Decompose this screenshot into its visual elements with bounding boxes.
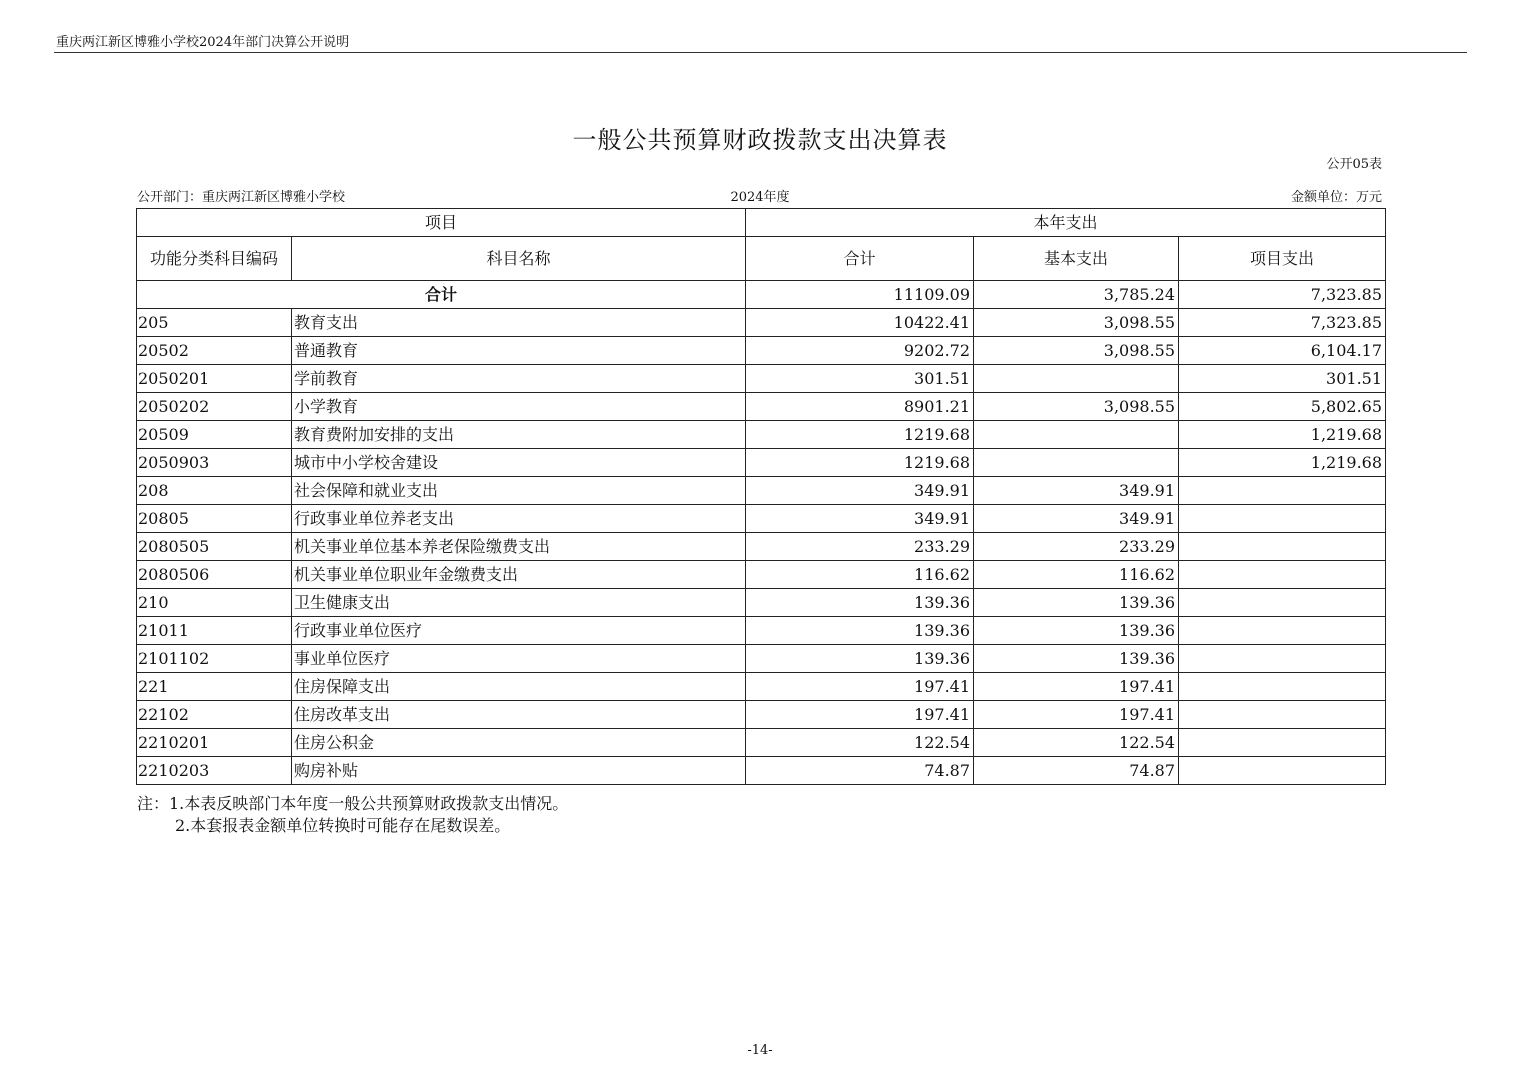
table-row: [137, 729, 1386, 757]
row-code: 20509: [137, 421, 292, 449]
row-name: 事业单位医疗: [292, 645, 746, 673]
row-project: 5,802.65: [1179, 393, 1386, 421]
row-total: 301.51: [746, 365, 974, 393]
row-code: 2050202: [137, 393, 292, 421]
row-project: [1179, 533, 1386, 561]
row-name: 行政事业单位养老支出: [292, 505, 746, 533]
row-project: [1179, 645, 1386, 673]
row-code: 20502: [137, 337, 292, 365]
row-project: [1179, 505, 1386, 533]
row-name: 住房改革支出: [292, 701, 746, 729]
header-name: 科目名称: [292, 237, 746, 281]
header-group-row: [137, 209, 1386, 237]
row-project: 6,104.17: [1179, 337, 1386, 365]
header-project-group: 项目: [137, 209, 746, 237]
table-row: [137, 533, 1386, 561]
row-basic: 74.87: [974, 757, 1179, 785]
fiscal-year-label: 2024年度: [730, 190, 790, 205]
row-total: 74.87: [746, 757, 974, 785]
row-name: 学前教育: [292, 365, 746, 393]
row-name: 教育费附加安排的支出: [292, 421, 746, 449]
row-code: 2080506: [137, 561, 292, 589]
department-label: 公开部门：重庆两江新区博雅小学校: [137, 190, 346, 205]
row-total: 197.41: [746, 701, 974, 729]
table-row: [137, 393, 1386, 421]
row-basic: [974, 421, 1179, 449]
header-code: 功能分类科目编码: [137, 237, 292, 281]
row-project: 301.51: [1179, 365, 1386, 393]
amount-unit-label: 金额单位：万元: [1290, 190, 1382, 205]
note-1: 注：1.本表反映部门本年度一般公共预算财政拨款支出情况。: [137, 794, 569, 813]
row-project: [1179, 617, 1386, 645]
table-row: [137, 673, 1386, 701]
row-name: 机关事业单位职业年金缴费支出: [292, 561, 746, 589]
row-project: [1179, 729, 1386, 757]
row-total: 116.62: [746, 561, 974, 589]
header-basic: 基本支出: [974, 237, 1179, 281]
row-project: [1179, 477, 1386, 505]
row-name: 教育支出: [292, 309, 746, 337]
row-basic: 3,098.55: [974, 309, 1179, 337]
page-number: -14-: [747, 1043, 773, 1058]
row-code: 208: [137, 477, 292, 505]
total-project: 7,323.85: [1179, 281, 1386, 309]
row-code: 2080505: [137, 533, 292, 561]
row-basic: 116.62: [974, 561, 1179, 589]
row-total: 1219.68: [746, 421, 974, 449]
row-project: 7,323.85: [1179, 309, 1386, 337]
row-basic: 3,098.55: [974, 393, 1179, 421]
total-row: [137, 281, 1386, 309]
table-row: [137, 337, 1386, 365]
row-name: 机关事业单位基本养老保险缴费支出: [292, 533, 746, 561]
row-code: 205: [137, 309, 292, 337]
row-project: [1179, 701, 1386, 729]
total-amount: 11109.09: [746, 281, 974, 309]
row-basic: 197.41: [974, 673, 1179, 701]
row-total: 197.41: [746, 673, 974, 701]
row-code: 22102: [137, 701, 292, 729]
table-row: [137, 757, 1386, 785]
row-name: 行政事业单位医疗: [292, 617, 746, 645]
header-project: 项目支出: [1179, 237, 1386, 281]
row-total: 139.36: [746, 589, 974, 617]
row-total: 349.91: [746, 505, 974, 533]
row-project: 1,219.68: [1179, 449, 1386, 477]
page-title: 一般公共预算财政拨款支出决算表: [572, 126, 948, 154]
table-row: [137, 309, 1386, 337]
table-row: [137, 617, 1386, 645]
table-row: [137, 645, 1386, 673]
row-total: 1219.68: [746, 449, 974, 477]
table-row: [137, 365, 1386, 393]
table-row: [137, 561, 1386, 589]
row-project: [1179, 673, 1386, 701]
table-number: 公开05表: [1326, 157, 1382, 172]
row-code: 2050201: [137, 365, 292, 393]
table-row: [137, 505, 1386, 533]
row-basic: 139.36: [974, 589, 1179, 617]
header-column-row: [137, 237, 1386, 281]
row-total: 233.29: [746, 533, 974, 561]
row-code: 221: [137, 673, 292, 701]
table-row: [137, 421, 1386, 449]
row-project: 1,219.68: [1179, 421, 1386, 449]
row-project: [1179, 757, 1386, 785]
table-row: [137, 449, 1386, 477]
row-total: 8901.21: [746, 393, 974, 421]
row-basic: 3,098.55: [974, 337, 1179, 365]
row-project: [1179, 561, 1386, 589]
total-label: 合计: [137, 281, 746, 309]
row-total: 139.36: [746, 645, 974, 673]
expenditure-table: [136, 208, 1386, 785]
row-code: 2210201: [137, 729, 292, 757]
row-total: 9202.72: [746, 337, 974, 365]
row-basic: [974, 449, 1179, 477]
header-total: 合计: [746, 237, 974, 281]
row-total: 349.91: [746, 477, 974, 505]
row-code: 2050903: [137, 449, 292, 477]
row-name: 购房补贴: [292, 757, 746, 785]
row-name: 卫生健康支出: [292, 589, 746, 617]
row-name: 住房公积金: [292, 729, 746, 757]
row-project: [1179, 589, 1386, 617]
row-basic: [974, 365, 1179, 393]
row-code: 21011: [137, 617, 292, 645]
row-name: 小学教育: [292, 393, 746, 421]
row-code: 2210203: [137, 757, 292, 785]
running-header: 重庆两江新区博雅小学校2024年部门决算公开说明: [56, 35, 350, 50]
table-row: [137, 589, 1386, 617]
row-name: 社会保障和就业支出: [292, 477, 746, 505]
row-name: 住房保障支出: [292, 673, 746, 701]
row-total: 10422.41: [746, 309, 974, 337]
header-current-year-expense: 本年支出: [746, 209, 1386, 237]
table-row: [137, 477, 1386, 505]
row-total: 139.36: [746, 617, 974, 645]
row-basic: 139.36: [974, 645, 1179, 673]
row-code: 20805: [137, 505, 292, 533]
row-name: 普通教育: [292, 337, 746, 365]
table-row: [137, 701, 1386, 729]
row-basic: 349.91: [974, 505, 1179, 533]
row-basic: 233.29: [974, 533, 1179, 561]
row-basic: 139.36: [974, 617, 1179, 645]
row-basic: 122.54: [974, 729, 1179, 757]
total-basic: 3,785.24: [974, 281, 1179, 309]
header-divider: [54, 52, 1467, 53]
note-2: 2.本套报表金额单位转换时可能存在尾数误差。: [175, 816, 511, 835]
row-name: 城市中小学校舍建设: [292, 449, 746, 477]
row-code: 210: [137, 589, 292, 617]
table-notes: [137, 793, 568, 837]
row-basic: 197.41: [974, 701, 1179, 729]
row-total: 122.54: [746, 729, 974, 757]
row-basic: 349.91: [974, 477, 1179, 505]
row-code: 2101102: [137, 645, 292, 673]
